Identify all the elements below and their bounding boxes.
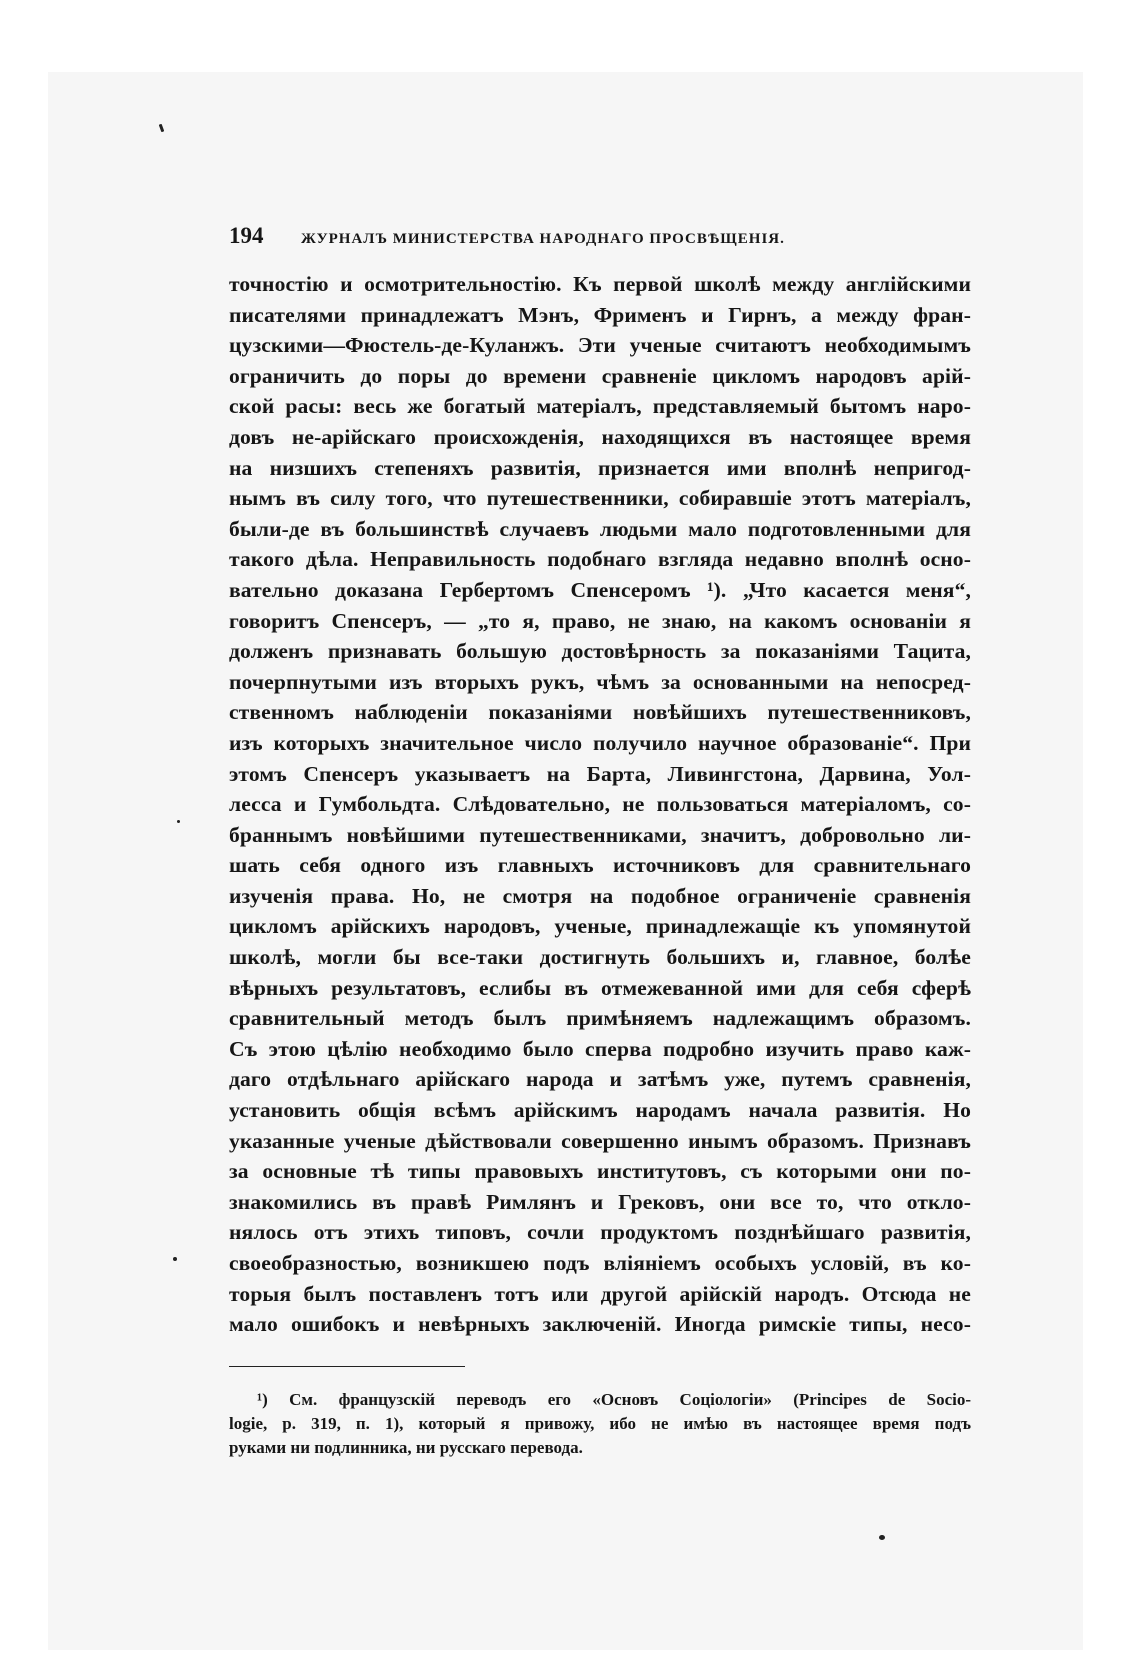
text-line: вѣрныхъ результатовъ, еслибы въ отмежеванной ими для себя сферѣ bbox=[229, 975, 971, 1000]
scan-speck bbox=[173, 1257, 177, 1261]
footnote-line: logie, p. 319, п. 1), который я привожу, ибо не имѣю въ настоящее время подъ bbox=[229, 1413, 971, 1433]
text-line: Съ этою цѣлію необходимо было сперва подробно изучить право каж- bbox=[229, 1036, 971, 1061]
text-line: мало ошибокъ и невѣрныхъ заключеній. Иногда римскіе типы, несо- bbox=[229, 1312, 971, 1337]
text-line: ственномъ наблюденіи показаніями новѣйшихъ путешественниковъ, bbox=[229, 700, 971, 725]
text-line: ской расы: весь же богатый матеріалъ, представляемый бытомъ наро- bbox=[229, 394, 971, 419]
text-line: такого дѣла. Неправильность подобнаго взгляда недавно вполнѣ осно- bbox=[229, 547, 971, 572]
page-number: 194 bbox=[229, 223, 264, 248]
text-line: браннымъ новѣйшими путешественниками, значитъ, добровольно ли- bbox=[229, 822, 971, 847]
text-line: нялось отъ этихъ типовъ, сочли продуктомъ позднѣйшаго развитія, bbox=[229, 1220, 971, 1245]
text-line: школѣ, могли бы все-таки достигнуть большихъ и, главное, болѣе bbox=[229, 945, 971, 970]
text-line: лесса и Гумбольдта. Слѣдовательно, не пользоваться матеріаломъ, со- bbox=[229, 792, 971, 817]
text-line: точностію и осмотрительностію. Къ первой школѣ между англійскими bbox=[229, 272, 971, 296]
scan-speck bbox=[879, 1535, 885, 1540]
footnote-line: руками ни подлинника, ни русскаго перевода. bbox=[229, 1437, 583, 1457]
text-line: говоритъ Спенсеръ, — „то я, право, не знаю, на какомъ основаніи я bbox=[229, 608, 971, 633]
text-line: шать себя одного изъ главныхъ источниковъ для сравнительнаго bbox=[229, 853, 971, 878]
text-line: этомъ Спенсеръ указываетъ на Барта, Ливингстона, Дарвина, Уол- bbox=[229, 761, 971, 786]
document-page bbox=[229, 223, 971, 1460]
text-line: цикломъ арійскихъ народовъ, ученые, принадлежащіе къ упомянутой bbox=[229, 914, 971, 939]
text-line: установить общія всѣмъ арійскимъ народамъ начала развитія. Но bbox=[229, 1098, 971, 1123]
text-line: изученія права. Но, не смотря на подобное ограниченіе сравненія bbox=[229, 883, 971, 908]
text-line: почерпнутыми изъ вторыхъ рукъ, чѣмъ за основанными на непосред- bbox=[229, 669, 971, 694]
text-line: своеобразностью, возникшею подъ вліяніемъ особыхъ условій, въ ко- bbox=[229, 1251, 971, 1275]
text-line: указанные ученые дѣйствовали совершенно инымъ образомъ. Признавъ bbox=[229, 1128, 971, 1153]
text-line: вательно доказана Гербертомъ Спенсеромъ ¹). „Что касается меня“, bbox=[229, 577, 971, 602]
text-line: долженъ признавать большую достовѣрность за показаніями Тацита, bbox=[229, 639, 971, 664]
text-line: изъ которыхъ значительное число получило научное образованіе“. При bbox=[229, 730, 971, 755]
footnote-line: ¹) См. французскій переводъ его «Основъ Соціологіи» (Principes de Socio- bbox=[257, 1389, 971, 1409]
body-text bbox=[229, 269, 971, 1340]
text-line: цузскими—Фюстель-де-Куланжъ. Эти ученые считаютъ необходимымъ bbox=[229, 333, 971, 358]
text-line: довъ не-арійскаго происхожденія, находящихся въ настоящее время bbox=[229, 424, 971, 449]
journal-title: ЖУРНАЛЪ МИНИСТЕРСТВА НАРОДНАГО ПРОСВѢЩЕНІЯ. bbox=[301, 231, 785, 247]
text-line: на низшихъ степеняхъ развитія, признается ими вполнѣ непригод- bbox=[229, 455, 971, 480]
text-line: писателями принадлежатъ Мэнъ, Фрименъ и Гирнъ, а между фран- bbox=[229, 302, 971, 327]
text-line: торыя былъ поставленъ тотъ или другой арійскій народъ. Отсюда не bbox=[229, 1281, 971, 1306]
text-line: были-де въ большинствѣ случаевъ людьми мало подготовленными для bbox=[229, 516, 971, 541]
running-head bbox=[229, 223, 971, 255]
scan-margin bbox=[0, 0, 48, 1673]
text-line: сравнительный методъ былъ примѣняемъ надлежащимъ образомъ. bbox=[229, 1006, 971, 1031]
scan-speck bbox=[177, 820, 180, 823]
text-line: даго отдѣльнаго арійскаго народа и затѣмъ уже, путемъ сравненія, bbox=[229, 1067, 971, 1092]
text-line: знакомились въ правѣ Римлянъ и Грековъ, они все то, что откло- bbox=[229, 1189, 971, 1214]
footnote-divider bbox=[229, 1366, 465, 1368]
text-line: ограничить до поры до времени сравненіе цикломъ народовъ арій- bbox=[229, 363, 971, 388]
text-line: нымъ въ силу того, что путешественники, собиравшіе этотъ матеріалъ, bbox=[229, 486, 971, 511]
footnote bbox=[229, 1388, 971, 1460]
text-line: за основные тѣ типы правовыхъ институтовъ, съ которыми они по- bbox=[229, 1159, 971, 1184]
